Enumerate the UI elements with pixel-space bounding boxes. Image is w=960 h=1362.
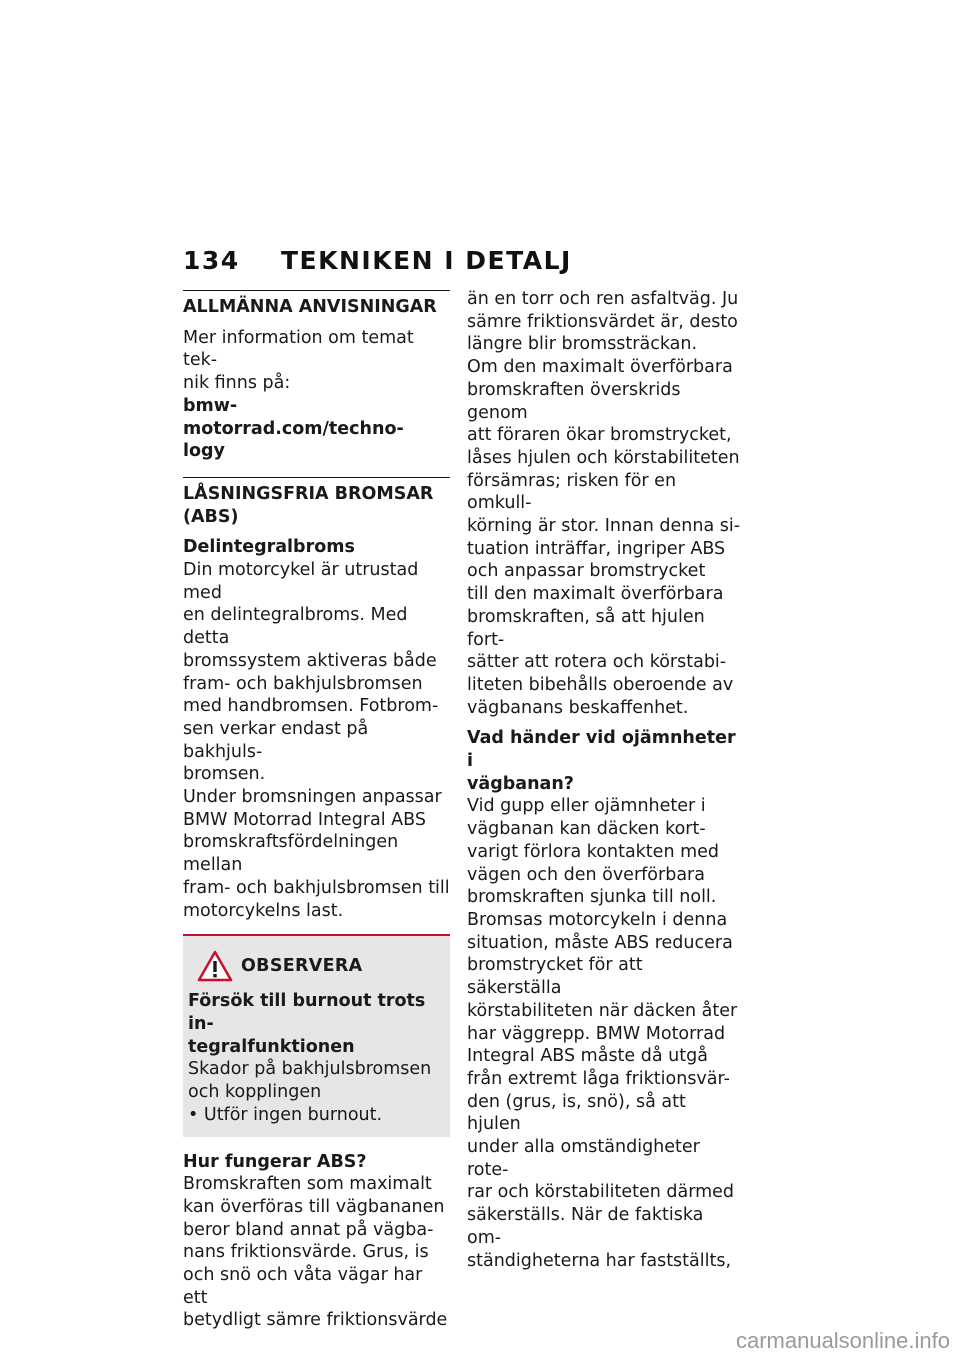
- text-line: med handbromsen. Fotbrom-: [183, 696, 439, 717]
- text-line: Din motorcykel är utrustad med: [183, 560, 419, 603]
- right-paragraph-1: [467, 288, 742, 356]
- text-line: sätter att rotera och körstabi-: [467, 652, 727, 673]
- text-line: bromskraften överskrids genom: [467, 379, 681, 423]
- text-line: och snö och våta vägar har ett: [183, 1265, 423, 1308]
- text-line: att föraren ökar bromstrycket,: [467, 425, 732, 446]
- text-line: bromskraften, så att hjulen fort-: [467, 606, 705, 650]
- techno-link[interactable]: logy: [183, 441, 225, 462]
- text-line: betydligt sämre friktionsvärde: [183, 1310, 448, 1331]
- text-line: varigt förlora kontakten med: [467, 841, 720, 862]
- section-heading-general: ALLMÄNNA ANVISNINGAR: [183, 290, 450, 319]
- general-text-line: Mer information om temat tek-: [183, 327, 414, 371]
- warning-triangle-icon: [197, 950, 233, 982]
- text-line: situation, måste ABS reducera: [467, 932, 733, 953]
- text-line: än en torr och ren asfaltväg. Ju: [467, 289, 739, 309]
- note-title: OBSERVERA: [241, 956, 363, 977]
- text-line: BMW Motorrad Integral ABS: [183, 809, 426, 830]
- note-bullet: • Utför ingen burnout.: [188, 1104, 383, 1125]
- text-line: Under bromsningen anpassar: [183, 787, 442, 808]
- text-line: har väggrepp. BMW Motorrad: [467, 1023, 726, 1044]
- subheading-how-abs-works: Hur fungerar ABS?: [183, 1151, 367, 1172]
- note-heading-line: tegralfunktionen: [188, 1036, 355, 1057]
- text-line: liteten bibehålls oberoende av: [467, 674, 734, 695]
- note-text-line: Skador på bakhjulsbromsen: [188, 1059, 432, 1080]
- page-number: 134: [183, 246, 240, 275]
- text-line: Bromsas motorcykeln i denna: [467, 909, 728, 930]
- text-line: vägbanan kan däcken kort-: [467, 819, 706, 840]
- delintegral-paragraph-1: [183, 559, 450, 786]
- text-line: under alla omständigheter rote-: [467, 1137, 700, 1180]
- right-paragraph-2: [467, 356, 742, 719]
- text-line: fram- och bakhjulsbromsen: [183, 673, 423, 694]
- text-line: rar och körstabiliteten därmed: [467, 1182, 735, 1203]
- techno-link[interactable]: bmw-motorrad.com/techno-: [183, 395, 404, 439]
- text-line: Bromskraften som maximalt: [183, 1174, 432, 1195]
- page-title: TEKNIKEN I DETALJ: [281, 246, 572, 275]
- delintegral-paragraph-2: [183, 786, 450, 922]
- text-line: kan överföras till vägbananen: [183, 1196, 445, 1217]
- note-header: [188, 950, 444, 982]
- text-line: körstabiliteten när däcken åter: [467, 1000, 738, 1021]
- text-line: bromsen.: [183, 764, 266, 785]
- watermark: carmanualsonline.info: [735, 1328, 950, 1353]
- section-heading-abs-line: (ABS): [183, 506, 239, 527]
- text-line: vägbanans beskaffenhet.: [467, 697, 689, 718]
- text-line: nans friktionsvärde. Grus, is: [183, 1242, 429, 1263]
- text-line: försämras; risken för en omkull-: [467, 470, 677, 514]
- note-heading-line: Försök till burnout trots in-: [188, 991, 426, 1034]
- text-line: längre blir bromssträckan.: [467, 334, 698, 355]
- text-line: bromskraftsfördelningen mellan: [183, 832, 399, 876]
- right-paragraph-3: [467, 795, 742, 1272]
- general-text-line: nik finns på:: [183, 373, 291, 394]
- subheading-delintegralbroms: Delintegralbroms: [183, 537, 355, 558]
- left-column: [183, 290, 450, 1332]
- text-line: Integral ABS måste då utgå: [467, 1046, 708, 1067]
- subheading-unevenness: Vad händer vid ojämnheter i: [467, 728, 736, 772]
- text-line: ständigheterna har fastställts,: [467, 1250, 732, 1271]
- right-column: [467, 288, 742, 1272]
- text-line: sämre friktionsvärdet är, desto: [467, 311, 738, 332]
- text-line: sen verkar endast på bakhjuls-: [183, 718, 369, 762]
- page-header: [183, 246, 572, 275]
- text-line: säkerställs. När de faktiska om-: [467, 1205, 704, 1248]
- note-box: [183, 934, 450, 1136]
- text-line: beror bland annat på vägba-: [183, 1219, 434, 1240]
- text-line: bromskraften sjunka till noll.: [467, 887, 717, 908]
- text-line: den (grus, is, snö), så att hjulen: [467, 1091, 686, 1135]
- text-line: bromssystem aktiveras både: [183, 650, 437, 671]
- section-heading-abs-line: LÅSNINGSFRIA BROMSAR: [183, 483, 434, 504]
- subheading-unevenness: vägbanan?: [467, 773, 574, 794]
- text-line: låses hjulen och körstabiliteten: [467, 447, 740, 468]
- text-line: Vid gupp eller ojämnheter i: [467, 796, 706, 817]
- text-line: bromstrycket för att säkerställa: [467, 955, 643, 999]
- note-text-line: och kopplingen: [188, 1082, 322, 1103]
- text-line: och anpassar bromstrycket: [467, 561, 706, 582]
- text-line: till den maximalt överförbara: [467, 584, 724, 605]
- text-line: en delintegralbroms. Med detta: [183, 605, 408, 649]
- text-line: fram- och bakhjulsbromsen till: [183, 877, 450, 898]
- text-line: Om den maximalt överförbara: [467, 357, 733, 378]
- text-line: motorcykelns last.: [183, 900, 344, 921]
- section-heading-abs: [183, 477, 450, 528]
- text-line: vägen och den överförbara: [467, 864, 705, 885]
- text-line: körning är stor. Innan denna si-: [467, 516, 741, 537]
- text-line: från extremt låga friktionsvär-: [467, 1068, 730, 1089]
- text-line: tuation inträffar, ingriper ABS: [467, 538, 726, 559]
- abs-paragraph: [183, 1173, 450, 1332]
